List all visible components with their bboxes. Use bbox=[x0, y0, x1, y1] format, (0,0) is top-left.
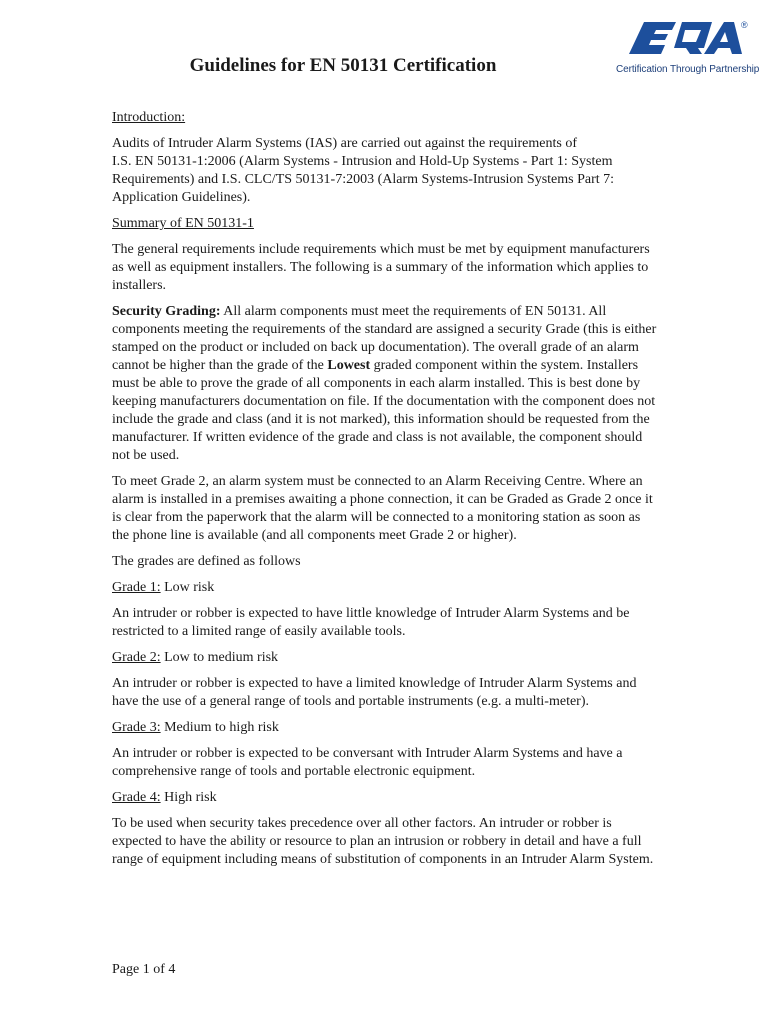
introduction-heading bbox=[112, 109, 657, 127]
summary-paragraph: The general requirements include requirements which must be met by equipment manufacturers as well as equipment installers. The following is a summary of the information which applies to installers. bbox=[112, 242, 650, 293]
page-number: Page 1 of 4 bbox=[112, 962, 176, 977]
grade2-requirement-paragraph: To meet Grade 2, an alarm system must be connected to an Alarm Receiving Centre. Where an alarm is installed in a premises awaiting a phone connection, it can be Graded as Grade 2 once it is clear from the paperwork that the alarm will be connected to a monitoring station as soon as the phone line is available (and all components meet Grade 2 or higher). bbox=[112, 474, 653, 543]
summary-heading bbox=[112, 215, 657, 233]
grade-4-heading bbox=[112, 789, 657, 807]
grade-2-description: An intruder or robber is expected to have a limited knowledge of Intruder Alarm Systems and have the use of a general range of tools and portable instruments (e.g. a multi-meter). bbox=[112, 676, 637, 709]
summary-heading-text: Summary of EN 50131-1 bbox=[112, 216, 254, 231]
grade-3-heading bbox=[112, 719, 657, 737]
introduction-paragraph bbox=[112, 135, 657, 207]
logo-tagline: Certification Through Partnership bbox=[616, 64, 760, 75]
introduction-line-4: Application Guidelines). bbox=[112, 190, 251, 205]
grade-4-label: Grade 4: bbox=[112, 790, 161, 805]
grade-2-label: Grade 2: bbox=[112, 650, 161, 665]
grade-3-risk: Medium to high risk bbox=[160, 720, 279, 735]
introduction-heading-text: Introduction: bbox=[112, 110, 186, 125]
grade-1-heading bbox=[112, 579, 657, 597]
grade-1-risk: Low risk bbox=[160, 580, 215, 595]
grade-1-description: An intruder or robber is expected to have little knowledge of Intruder Alarm Systems and be restricted to a limited range of easily available tools. bbox=[112, 606, 630, 639]
security-grading-text-2: graded component within the system. Installers must be able to prove the grade of all components in each alarm installed. This is best done by keeping manufacturers documentation on file. If the documentation with the component does not include the grade and class (and it is not marked), this information should be requested from the manufacturer. If written evidence of the grade and class is not available, the component should not be used. bbox=[112, 358, 656, 463]
introduction-line-1: Audits of Intruder Alarm Systems (IAS) are carried out against the requirements of bbox=[112, 136, 577, 151]
introduction-line-3: Requirements) and I.S. CLC/TS 50131-7:2003 (Alarm Systems-Intrusion Systems Part 7: bbox=[112, 172, 615, 187]
security-grading-paragraph bbox=[112, 303, 657, 465]
grades-intro: The grades are defined as follows bbox=[112, 554, 301, 569]
security-grading-text-1: All alarm components must meet the requirements of EN 50131. All components meeting the requirements of the standard are assigned a security Grade (this is either stamped on the product or included on back up documentation). The overall grade of an alarm cannot be higher than the grade of the bbox=[112, 304, 657, 373]
document-title: Guidelines for EN 50131 Certification bbox=[189, 55, 497, 76]
grade-1-label: Grade 1: bbox=[112, 580, 161, 595]
security-grading-bold-word: Lowest bbox=[327, 358, 371, 373]
grade-3-description: An intruder or robber is expected to be conversant with Intruder Alarm Systems and have a comprehensive range of tools and portable electronic equipment. bbox=[112, 746, 623, 779]
registered-mark: ® bbox=[741, 20, 748, 30]
security-grading-label: Security Grading: bbox=[112, 304, 221, 319]
document-body bbox=[112, 109, 657, 877]
introduction-line-2: I.S. EN 50131-1:2006 (Alarm Systems - Intrusion and Hold-Up Systems - Part 1: System bbox=[112, 154, 613, 169]
grade-2-risk: Low to medium risk bbox=[160, 650, 279, 665]
grade-3-label: Grade 3: bbox=[112, 720, 161, 735]
grade-4-risk: High risk bbox=[160, 790, 217, 805]
grade-2-heading bbox=[112, 649, 657, 667]
grade-4-description: To be used when security takes precedence over all other factors. An intruder or robber is expected to have the ability or resource to plan an intrusion or robbery in detail and have a full range of equipment including means of substitution of components in an Intruder Alarm System. bbox=[112, 816, 654, 867]
